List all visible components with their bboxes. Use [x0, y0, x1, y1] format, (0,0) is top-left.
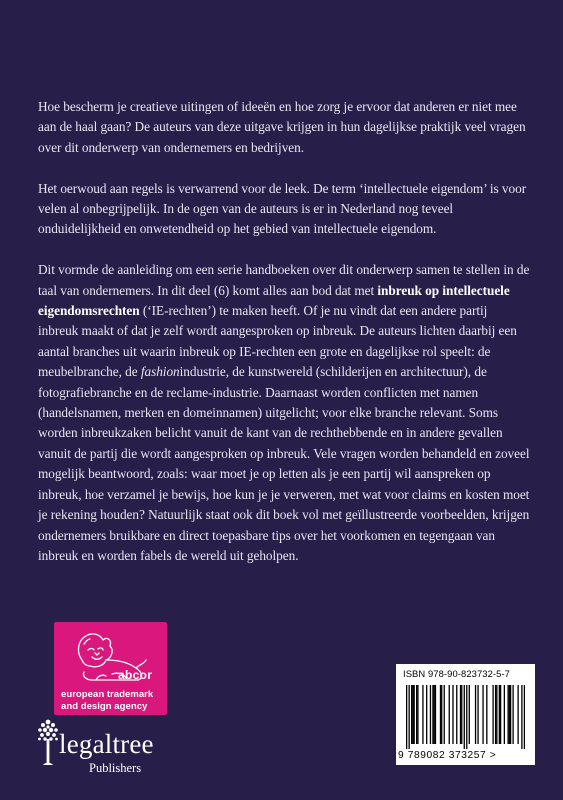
barcode-bar: [441, 685, 442, 744]
tree-icon: [37, 717, 59, 775]
paragraph-1: Hoe bescherm je creatieve uitingen of ideeën en hoe zorg je ervoor dat anderen er niet mee aan de haal gaan? De auteurs van deze uitgave krijgen in hun dagelijkse praktijk veel vragen over dit onderwerp van ondernemers en bedrijven.: [38, 99, 526, 155]
barcode-bar: [482, 685, 483, 744]
barcode-bar: [509, 685, 510, 744]
barcode-bar: [512, 685, 513, 744]
paragraph-3: [38, 260, 530, 566]
barcode-bar: [422, 685, 423, 744]
barcode-bar: [414, 685, 415, 744]
barcode-bar: [456, 685, 457, 744]
isbn-barcode-box: [396, 664, 535, 765]
paragraph-3-italic: fashion: [140, 364, 180, 380]
barcode-bar: [434, 685, 435, 744]
barcode-bar: [492, 685, 493, 744]
paragraph-2: Het oerwoud aan regels is verwarrend voor de leek. De term ‘intellectuele eigendom’ is voor velen al onbegrijpelijk. In de ogen van de auteurs is er in Nederland nog teveel onduidelijkheid en onwetendheid op het gebied van intellectuele eigendom.: [38, 180, 527, 237]
back-cover-text: [38, 97, 530, 587]
publisher-subtitle: Publishers: [89, 761, 142, 775]
barcode-bar: [524, 685, 525, 749]
publisher-name: legaltree: [59, 729, 154, 759]
barcode-bar: [460, 685, 461, 744]
barcode-digits: 9 789082 373257 >: [398, 750, 497, 761]
barcode-bar: [517, 685, 518, 744]
isbn-label: ISBN 978-90-823732-5-7: [403, 668, 510, 679]
abcor-logo: [54, 622, 167, 715]
barcode-bar: [466, 685, 467, 749]
barcode-bar: [412, 685, 413, 744]
barcode-bar: [444, 685, 445, 744]
abcor-tagline-2: and design agency: [61, 701, 148, 712]
barcode-bar: [496, 685, 497, 744]
barcode-bar: [416, 685, 417, 744]
barcode-bar: [449, 685, 450, 744]
barcode-bar: [500, 685, 501, 744]
barcode-bar: [464, 685, 465, 749]
barcode-bar: [432, 685, 433, 744]
barcode-bar: [499, 685, 500, 744]
barcode-bar: [426, 685, 427, 744]
paragraph-3-part-c: industrie, de kunstwereld (schilderijen en architectuur), de fotografiebranche en de reclame-industrie. Daarnaast worden conflicten met namen (handelsnamen, merken en domeinnamen) uitgelicht; voor elke branche relevant. Soms worden inbreukzaken belicht vanuit de kant van de rechthebbende en in andere gevallen vanuit de partij die wordt aangesproken op inbreuk. Vele vragen worden behandeld en zoveel mogelijk beantwoord, zoals: waar moet je op letten als je een partij wil aanspreken op inbreuk, hoe verzamel je bewijs, hoe kun je je verweren, met wat voor claims en kosten moet je rekening houden? Natuurlijk staat ook dit boek vol met geïllustreerde voorbeelden, krijgen ondernemers bruikbare en direct toepasbare tips over het voorkomen en tegengaan van inbreuk en worden fabels de wereld uit geholpen.: [38, 364, 530, 563]
barcode-bar: [477, 685, 478, 744]
barcode-bar: [452, 685, 453, 744]
barcode-bar: [409, 685, 410, 749]
barcode-bar: [504, 685, 505, 744]
barcode-bar: [469, 685, 470, 744]
paragraph-3-bold: inbreuk op intellectuele eigendomsrechten: [38, 282, 510, 319]
abcor-name: abcor: [118, 668, 153, 682]
barcode-bar: [495, 685, 496, 744]
barcode: [406, 685, 525, 749]
barcode-bar: [461, 685, 462, 744]
legaltree-logo: [37, 713, 197, 783]
barcode-bar: [417, 685, 418, 744]
barcode-bar: [411, 685, 412, 744]
barcode-bar: [510, 685, 511, 744]
barcode-bar: [430, 685, 431, 744]
paragraph-3-part-a: Dit vormde de aanleiding om een serie handboeken over dit onderwerp samen te stellen in de taal van ondernemers. In dit deel (6) komt alles aan bod dat met: [38, 262, 530, 298]
barcode-bar: [486, 685, 487, 744]
paragraph-3-part-b: (‘IE-rechten’) te maken heeft. Of je nu vindt dat een andere partij inbreuk maakt of dat je zelf wordt aangesproken op inbreuk. De auteurs lichten daarbij een aantal branches uit waarin inbreuk op IE-rechten een grote en dagelijkse rol speelt: de meubelbranche, de: [38, 303, 517, 380]
barcode-bar: [406, 685, 407, 749]
barcode-bar: [440, 685, 441, 744]
barcode-bar: [507, 685, 508, 744]
barcode-bar: [521, 685, 522, 749]
barcode-bar: [435, 685, 436, 744]
barcode-bar: [475, 685, 476, 744]
abcor-tagline-1: european trademark: [61, 689, 154, 700]
